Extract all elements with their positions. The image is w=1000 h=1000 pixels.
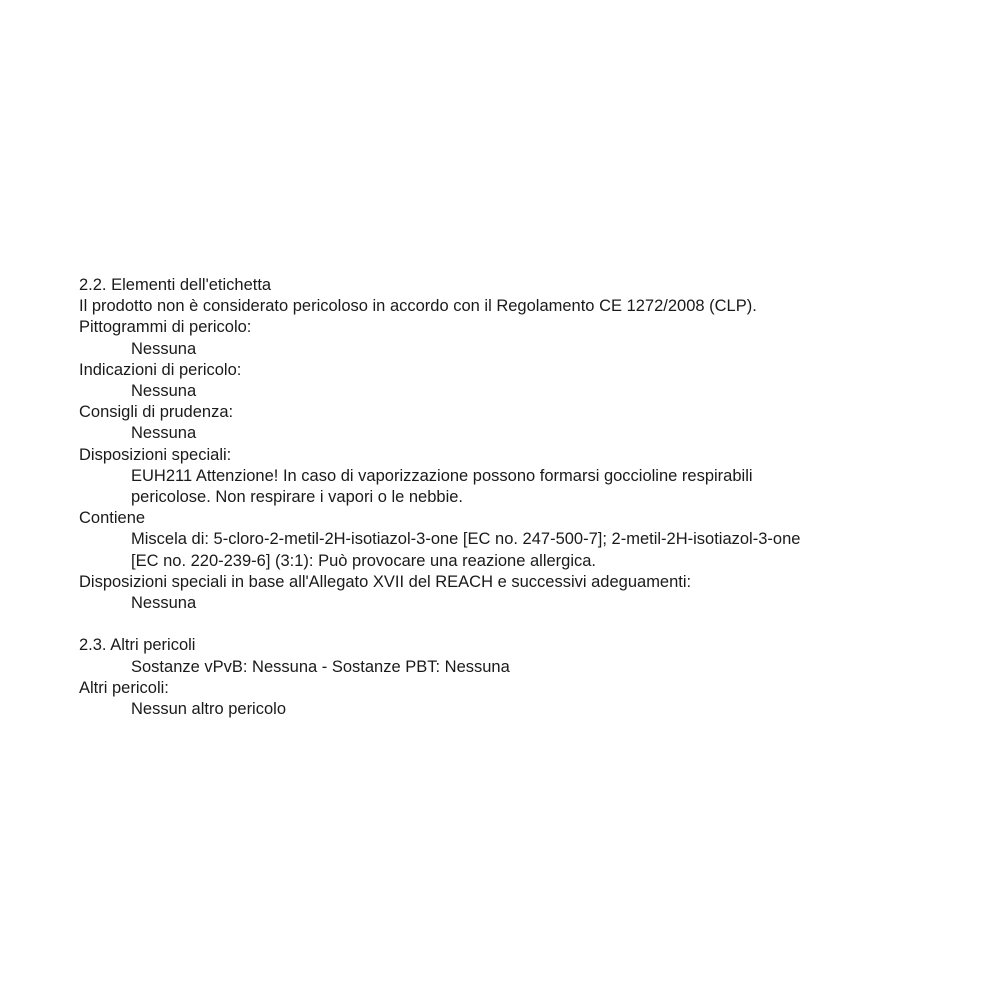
hazard-statements-label: Indicazioni di pericolo:: [79, 360, 242, 379]
reach-value: Nessuna: [131, 594, 197, 613]
special-provisions-value-line2: pericolose. Non respirare i vapori o le nebbie.: [131, 488, 464, 507]
pictograms-label: Pittogrammi di pericolo:: [79, 318, 252, 337]
contains-label: Contiene: [79, 509, 146, 528]
section-spacer: [79, 614, 959, 635]
precautionary-value: Nessuna: [131, 424, 197, 443]
special-provisions-value-line1: EUH211 Attenzione! In caso di vaporizzazione possono formarsi goccioline respirabili: [131, 466, 753, 485]
other-hazards-label: Altri pericoli:: [79, 678, 169, 697]
contains-value-line2: [EC no. 220-239-6] (3:1): Può provocare una reazione allergica.: [131, 551, 597, 570]
precautionary-label: Consigli di prudenza:: [79, 403, 234, 422]
section-2-2-intro: Il prodotto non è considerato pericoloso in accordo con il Regolamento CE 1272/2008 (CLP).: [79, 297, 757, 316]
vpvb-pbt-statement: Sostanze vPvB: Nessuna - Sostanze PBT: Nessuna: [131, 657, 510, 676]
reach-label: Disposizioni speciali in base all'Allegato XVII del REACH e successivi adeguamenti:: [79, 572, 692, 591]
pictograms-value: Nessuna: [131, 339, 197, 358]
section-2-3-heading: 2.3. Altri pericoli: [79, 636, 196, 655]
document-body: [79, 275, 959, 720]
hazard-statements-value: Nessuna: [131, 382, 197, 401]
contains-value-line1: Miscela di: 5-cloro-2-metil-2H-isotiazol-3-one [EC no. 247-500-7]; 2-metil-2H-isotiazol-3-one: [131, 530, 801, 549]
special-provisions-label: Disposizioni speciali:: [79, 445, 232, 464]
other-hazards-value: Nessun altro pericolo: [131, 700, 286, 719]
section-2-2-heading: 2.2. Elementi dell'etichetta: [79, 276, 272, 294]
